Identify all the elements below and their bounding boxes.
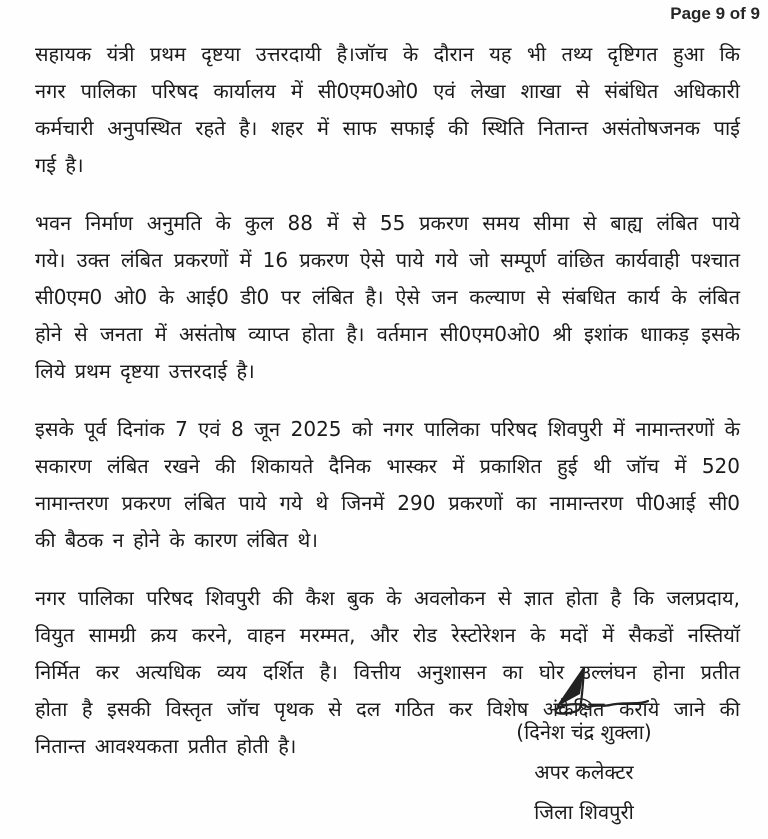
text-line: सकारण लंबित रखने की शिकायते दैनिक भास्कर में प्रकाशित हुई थी जॉच में 520 [35,454,740,478]
text-line: लिये प्रथम दृष्टया उत्तरदाई है। [35,359,255,383]
paragraph [35,205,740,390]
text-line: गये। उक्त लंबित प्रकरणों में 16 प्रकरण ऐसे पाये गये जो सम्पूर्ण वांछित कार्यवाही पश्चात [35,248,740,272]
text-line: होता है इसकी विस्तृत जॉच पृथक से दल गठित कर विशेष अंकेक्षित कराये जाने की [35,697,740,721]
text-line: नगर पालिका परिषद शिवपुरी की कैश बुक के अवलोकन से ज्ञात होता है कि जलप्रदाय, [35,586,740,610]
text-line: भवन निर्माण अनुमति के कुल 88 में से 55 प्रकरण समय सीमा से बाह्य लंबित पाये [35,211,740,235]
text-line: की बैठक न होने के कारण लंबित थे। [35,528,318,552]
text-line: सी0एम0 ओ0 के आई0 डी0 पर लंबित है। ऐसे जन कल्याण से संबधित कार्य के लंबित [35,285,740,309]
page-number: Page 9 of 9 [670,4,760,23]
text-line: निर्मित कर अत्यधिक व्यय दर्शित है। वित्तीय अनुशासन का घोर उल्लंघन होना प्रतीत [35,660,740,684]
text-line: सहायक यंत्री प्रथम दृष्टया उत्तरदायी है।जॉच के दौरान यह भी तथ्य दृष्टिगत हुआ कि [35,42,740,66]
signatory-district: जिला शिवपुरी [534,800,634,824]
signature-icon [542,664,652,716]
text-line: नामान्तरण प्रकरण लंबित पाये गये थे जिनमें 290 प्रकरणों का नामान्तरण पी0आई सी0 [35,491,740,515]
signatory-designation: अपर कलेक्टर [534,760,634,784]
signatory-name: (दिनेश चंद्र शुक्ला) [516,720,652,744]
text-line: गई है। [35,153,84,177]
text-line: नितान्त आवश्यकता प्रतीत होती है। [35,734,297,758]
text-line: इसके पूर्व दिनांक 7 एवं 8 जून 2025 को नगर पालिका परिषद शिवपुरी में नामान्तरणों के [35,417,740,441]
paragraph [35,36,740,184]
text-line: वियुत सामग्री क्रय करने, वाहन मरम्मत, और रोड रेस्टोरेशन के मदों में सैकडों नस्तियॉ [35,623,740,647]
signature-block [464,664,704,832]
text-line: कर्मचारी अनुपस्थित रहते है। शहर में साफ सफाई की स्थिति नितान्त असंतोषजनक पाई [35,116,740,140]
paragraph [35,411,740,559]
text-line: नगर पालिका परिषद कार्यालय में सी0एम0ओ0 एवं लेखा शाखा से संबंधित अधिकारी [35,79,740,103]
text-line: होने से जनता में असंतोष व्याप्त होता है। वर्तमान सी0एम0ओ0 श्री इशांक धााकड़ इसके [35,322,740,346]
